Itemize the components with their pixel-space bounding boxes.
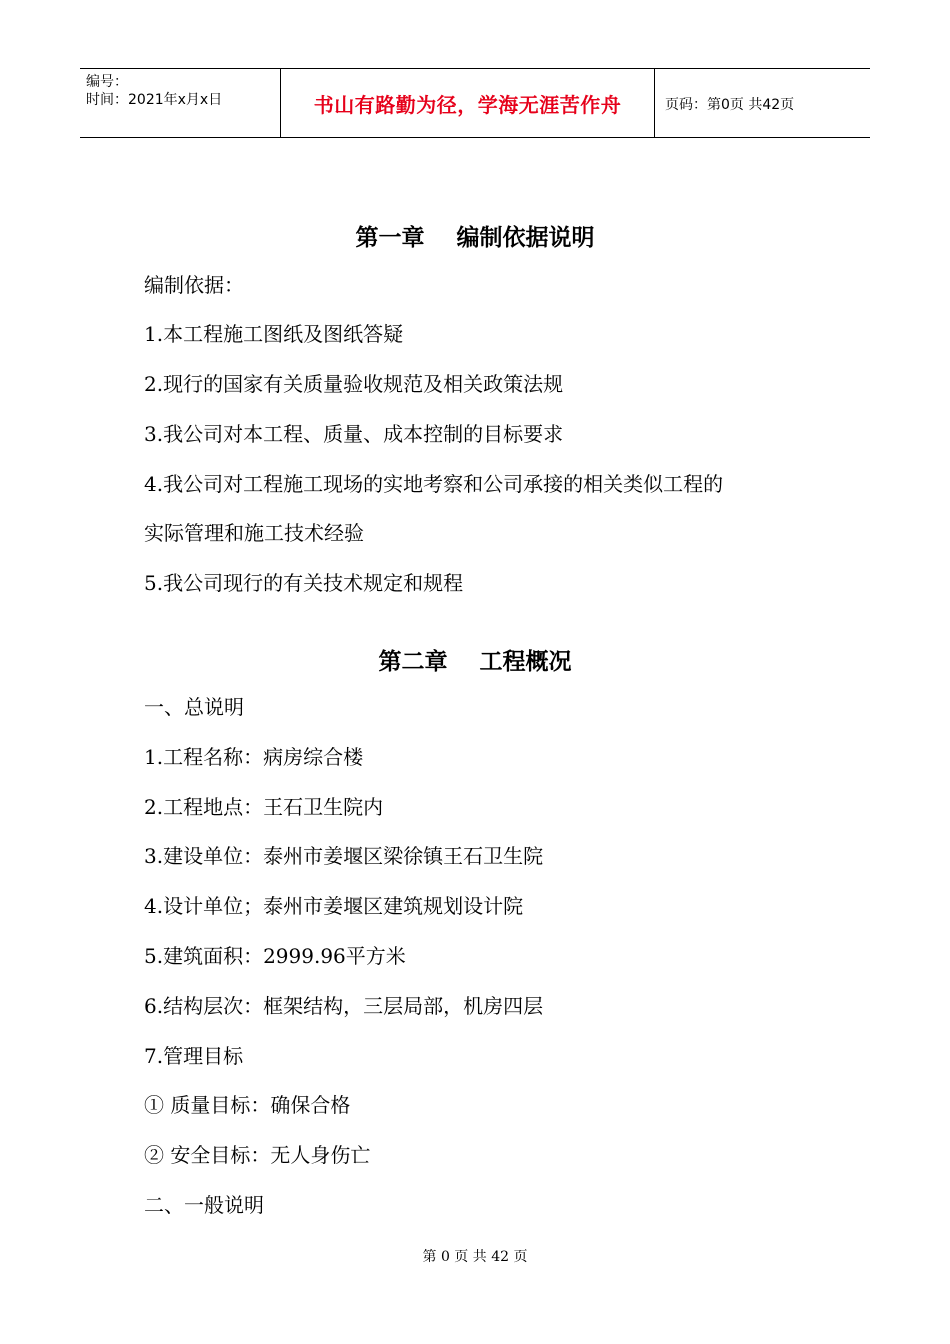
- chapter-2-paragraph: 6.结构层次：框架结构，三层局部，机房四层: [144, 994, 544, 1018]
- chapter-1-paragraph: 4.我公司对工程施工现场的实地考察和公司承接的相关类似工程的: [144, 472, 724, 496]
- chapter-2-title: 第二章 工程概况: [378, 649, 572, 675]
- chapter-1-paragraph: 5.我公司现行的有关技术规定和规程: [144, 571, 464, 595]
- chapter-2-paragraph: 一、总说明: [144, 695, 244, 719]
- chapter-2-paragraph: 3.建设单位：泰州市姜堰区梁徐镇王石卫生院: [144, 844, 544, 868]
- chapter-2-paragraph: 5.建筑面积：2999.96平方米: [144, 944, 406, 968]
- header-page-info: 页码：第0页 共42页: [665, 97, 795, 113]
- header-page-cell: [655, 69, 870, 137]
- chapter-1-title: 第一章 编制依据说明: [355, 225, 595, 251]
- chapter-1-paragraph: 1.本工程施工图纸及图纸答疑: [144, 322, 404, 346]
- chapter-2-paragraph: 2.工程地点：王石卫生院内: [144, 795, 384, 819]
- chapter-2-paragraph: ① 质量目标：确保合格: [144, 1093, 351, 1117]
- document-time-label: 时间：2021年x月x日: [86, 92, 223, 108]
- chapter-1-paragraph: 编制依据：: [144, 273, 244, 297]
- chapter-2-paragraph: 7.管理目标: [144, 1044, 244, 1068]
- chapter-1-paragraph: 3.我公司对本工程、质量、成本控制的目标要求: [144, 422, 564, 446]
- page-footer: 第 0 页 共 42 页: [422, 1249, 528, 1265]
- chapter-1-paragraph: 实际管理和施工技术经验: [144, 521, 364, 545]
- chapter-2-paragraph: 二、一般说明: [144, 1193, 264, 1217]
- chapter-1-paragraph: 2.现行的国家有关质量验收规范及相关政策法规: [144, 372, 564, 396]
- header-meta-cell: [80, 69, 281, 137]
- header-table: [80, 68, 870, 138]
- header-motto-cell: [281, 69, 655, 137]
- chapter-2-paragraph: 1.工程名称：病房综合楼: [144, 745, 364, 769]
- header-motto: 书山有路勤为径，学海无涯苦作舟: [313, 93, 622, 117]
- chapter-2-paragraph: ② 安全目标：无人身伤亡: [144, 1143, 371, 1167]
- chapter-2-paragraph: 4.设计单位；泰州市姜堰区建筑规划设计院: [144, 894, 524, 918]
- document-number-label: 编号：: [86, 74, 128, 90]
